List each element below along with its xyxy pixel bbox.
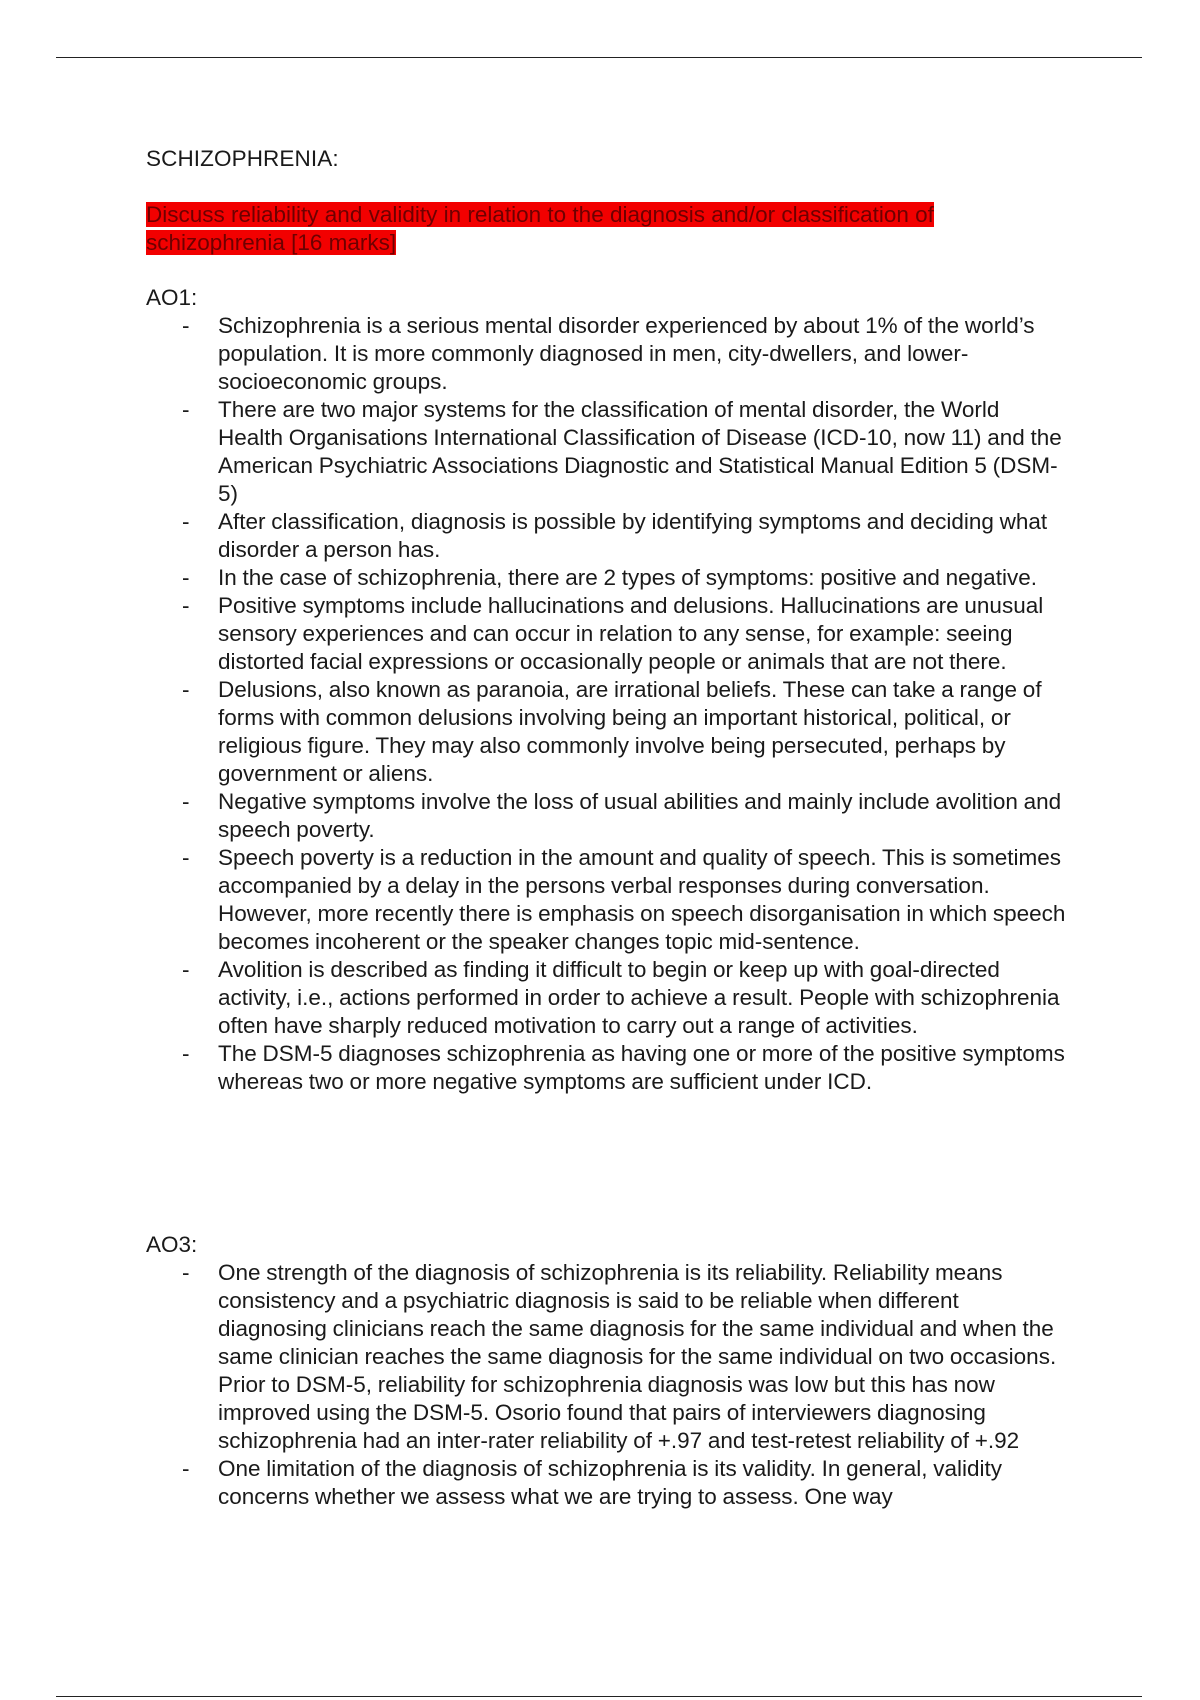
list-item-text: The DSM-5 diagnoses schizophrenia as having one or more of the positive symptoms whereas two or more negative symptoms are sufficient under ICD. bbox=[218, 1041, 1065, 1094]
bullet-dash: - bbox=[182, 593, 190, 618]
list-item bbox=[146, 564, 1066, 592]
bullet-dash: - bbox=[182, 509, 190, 534]
bullet-dash: - bbox=[182, 397, 190, 422]
list-item-text: One limitation of the diagnosis of schizophrenia is its validity. In general, validity concerns whether we assess what we are trying to assess. One way bbox=[218, 1456, 1002, 1509]
bullet-dash: - bbox=[182, 677, 190, 702]
page-bottom-rule bbox=[56, 1696, 1142, 1697]
section-ao3 bbox=[146, 1231, 1066, 1511]
list-item-text: Delusions, also known as paranoia, are irrational beliefs. These can take a range of forms with common delusions involving being an important historical, political, or religious figure. They may also commonly involve being persecuted, perhaps by government or aliens. bbox=[218, 677, 1042, 786]
bullet-dash: - bbox=[182, 845, 190, 870]
document-title: SCHIZOPHRENIA: bbox=[146, 146, 339, 171]
list-item bbox=[146, 508, 1066, 564]
bullet-dash: - bbox=[182, 957, 190, 982]
section-ao1 bbox=[146, 284, 1066, 1096]
ao3-bullet-list bbox=[146, 1259, 1066, 1511]
section-heading-ao3: AO3: bbox=[146, 1232, 198, 1257]
list-item bbox=[146, 788, 1066, 844]
list-item-text: Positive symptoms include hallucinations and delusions. Hallucinations are unusual sensory experiences and can occur in relation to any sense, for example: seeing distorted facial expressions or occasionally people or animals that are not there. bbox=[218, 593, 1044, 674]
list-item-text: Negative symptoms involve the loss of usual abilities and mainly include avolition and speech poverty. bbox=[218, 789, 1062, 842]
list-item bbox=[146, 1040, 1066, 1096]
bullet-dash: - bbox=[182, 1041, 190, 1066]
list-item-text: After classification, diagnosis is possible by identifying symptoms and deciding what disorder a person has. bbox=[218, 509, 1048, 562]
bullet-dash: - bbox=[182, 313, 190, 338]
list-item-text: One strength of the diagnosis of schizophrenia is its reliability. Reliability means consistency and a psychiatric diagnosis is said to be reliable when different diagnosing clinicians reach the same diagnosis for the same individual and when the same clinician reaches the same diagnosis for the same individual on two occasions. Prior to DSM-5, reliability for schizophrenia diagnosis was low but this has now improved using the DSM-5. Osorio found that pairs of interviewers diagnosing schizophrenia had an inter-rater reliability of +.97 and test-retest reliability of +.92 bbox=[218, 1260, 1057, 1453]
list-item-text: Speech poverty is a reduction in the amount and quality of speech. This is sometimes accompanied by a delay in the persons verbal responses during conversation. However, more recently there is emphasis on speech disorganisation in which speech becomes incoherent or the speaker changes topic mid-sentence. bbox=[218, 845, 1066, 954]
list-item bbox=[146, 396, 1066, 508]
bullet-dash: - bbox=[182, 565, 190, 590]
list-item bbox=[146, 676, 1066, 788]
list-item-text: Avolition is described as finding it difficult to begin or keep up with goal-directed activity, i.e., actions performed in order to achieve a result. People with schizophrenia often have sharply reduced motivation to carry out a range of activities. bbox=[218, 957, 1060, 1038]
section-heading-ao1: AO1: bbox=[146, 285, 198, 310]
list-item bbox=[146, 1455, 1066, 1511]
list-item-text: There are two major systems for the classification of mental disorder, the World Health Organisations International Classification of Disease (ICD-10, now 11) and the American Psychiatric Associations Diagnostic and Statistical Manual Edition 5 (DSM-5) bbox=[218, 397, 1062, 506]
list-item bbox=[146, 956, 1066, 1040]
highlighted-question-text: Discuss reliability and validity in relation to the diagnosis and/or classification of schizophrenia [16 marks] bbox=[146, 202, 934, 255]
essay-question bbox=[146, 201, 1006, 257]
list-item-text: Schizophrenia is a serious mental disorder experienced by about 1% of the world’s population. It is more commonly diagnosed in men, city-dwellers, and lower-socioeconomic groups. bbox=[218, 313, 1035, 394]
bullet-dash: - bbox=[182, 1456, 190, 1481]
page-top-rule bbox=[56, 57, 1142, 58]
list-item bbox=[146, 312, 1066, 396]
list-item bbox=[146, 1259, 1066, 1455]
bullet-dash: - bbox=[182, 1260, 190, 1285]
bullet-dash: - bbox=[182, 789, 190, 814]
list-item bbox=[146, 592, 1066, 676]
list-item bbox=[146, 844, 1066, 956]
ao1-bullet-list bbox=[146, 312, 1066, 1096]
list-item-text: In the case of schizophrenia, there are 2 types of symptoms: positive and negative. bbox=[218, 565, 1037, 590]
